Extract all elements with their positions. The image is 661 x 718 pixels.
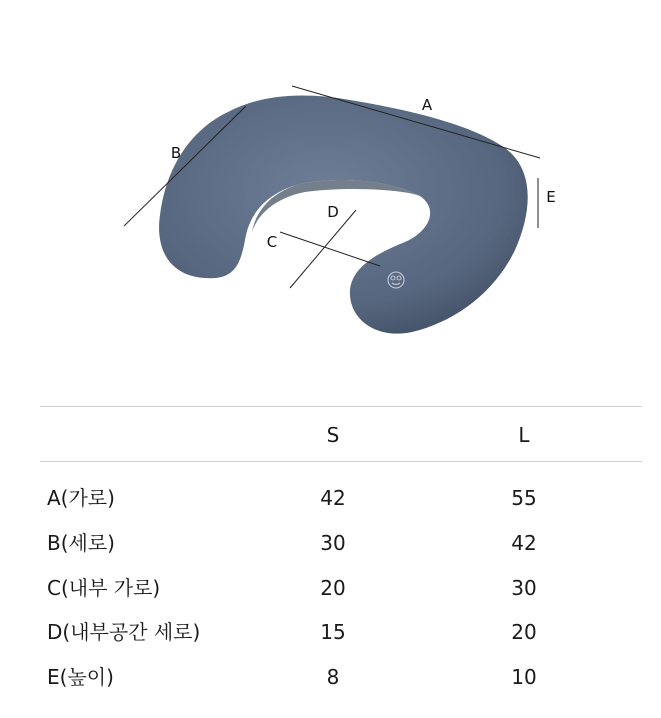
dimension-label-b: B — [170, 144, 182, 162]
dimension-label-e: E — [546, 188, 556, 206]
u-shaped-neck-pillow — [159, 96, 528, 334]
table-top-divider — [40, 406, 642, 407]
dimension-label-c: C — [266, 233, 278, 251]
row-label: E(높이) — [47, 665, 114, 689]
row-label: D(내부공간 세로) — [47, 620, 201, 644]
dimension-label-a: A — [421, 96, 433, 114]
row-label: B(세로) — [47, 531, 115, 555]
table-header-divider — [40, 461, 642, 462]
dimension-label-d: D — [327, 203, 339, 221]
row-label: C(내부 가로) — [47, 576, 161, 600]
dimension-line-c — [280, 232, 380, 266]
row-label: A(가로) — [47, 486, 115, 510]
dimension-line-d — [290, 210, 356, 288]
